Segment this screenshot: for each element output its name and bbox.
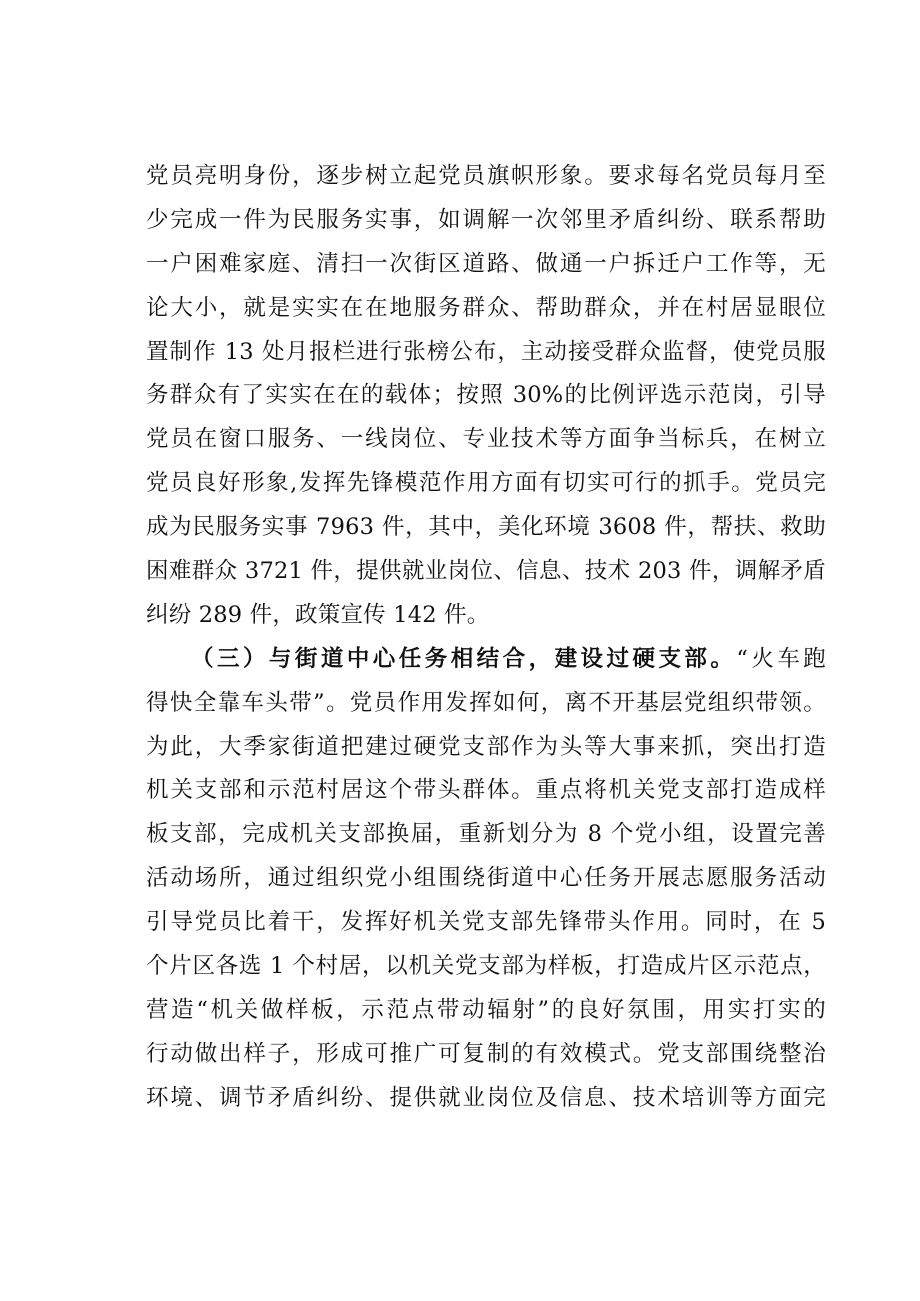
text-line: 少完成一件为民服务实事，如调解一次邻里矛盾纠纷、联系帮助 bbox=[146, 206, 826, 233]
text-line: 得快全靠车头带”。党员作用发挥如何，离不开基层党组织带领。 bbox=[146, 689, 826, 716]
text-line: 活动场所，通过组织党小组围绕街道中心任务开展志愿服务活动 bbox=[146, 865, 826, 892]
text-line: 机关支部和示范村居这个带头群体。重点将机关党支部打造成样 bbox=[146, 777, 826, 804]
text-line: 纠纷 289 件，政策宣传 142 件。 bbox=[146, 601, 490, 628]
text-line: 困难群众 3721 件，提供就业岗位、信息、技术 203 件，调解矛盾 bbox=[146, 558, 826, 585]
text-line: 一户困难家庭、清扫一次街区道路、做通一户拆迁户工作等，无 bbox=[146, 250, 826, 277]
text-line: 个片区各选 1 个村居，以机关党支部为样板，打造成片区示范点， bbox=[146, 953, 826, 980]
text-line: 行动做出样子，形成可推广可复制的有效模式。党支部围绕整治 bbox=[146, 1040, 826, 1067]
text-line: 党员良好形象,发挥先锋模范作用方面有切实可行的抓手。党员完 bbox=[146, 470, 826, 497]
text-line: 板支部，完成机关支部换届，重新划分为 8 个党小组，设置完善 bbox=[146, 821, 826, 848]
text-line: 成为民服务实事 7963 件，其中，美化环境 3608 件，帮扶、救助 bbox=[146, 514, 826, 541]
text-line bbox=[146, 638, 826, 682]
text-line: 营造“机关做样板，示范点带动辐射”的良好氛围，用实打实的 bbox=[146, 996, 826, 1023]
text-line: 论大小，就是实实在在地服务群众、帮助群众，并在村居显眼位 bbox=[146, 294, 826, 321]
text-line: 务群众有了实实在在的载体；按照 30%的比例评选示范岗，引导 bbox=[146, 382, 826, 409]
heading-line-rest: “火车跑 bbox=[736, 645, 826, 672]
text-line: 引导党员比着干，发挥好机关党支部先锋带头作用。同时，在 5 bbox=[146, 909, 826, 936]
text-line: 置制作 13 处月报栏进行张榜公布，主动接受群众监督，使党员服 bbox=[146, 338, 826, 365]
text-line: 党员在窗口服务、一线岗位、专业技术等方面争当标兵，在树立 bbox=[146, 426, 826, 453]
paragraph-1 bbox=[146, 155, 826, 638]
text-line: 环境、调节矛盾纠纷、提供就业岗位及信息、技术培训等方面完 bbox=[146, 1084, 826, 1111]
section-heading: （三）与街道中心任务相结合，建设过硬支部。 bbox=[191, 645, 737, 672]
text-line: 党员亮明身份，逐步树立起党员旗帜形象。要求每名党员每月至 bbox=[146, 163, 826, 189]
text-line: 为此，大季家街道把建过硬党支部作为头等大事来抓，突出打造 bbox=[146, 733, 826, 760]
paragraph-2 bbox=[146, 638, 826, 1121]
document-body bbox=[146, 155, 826, 1121]
